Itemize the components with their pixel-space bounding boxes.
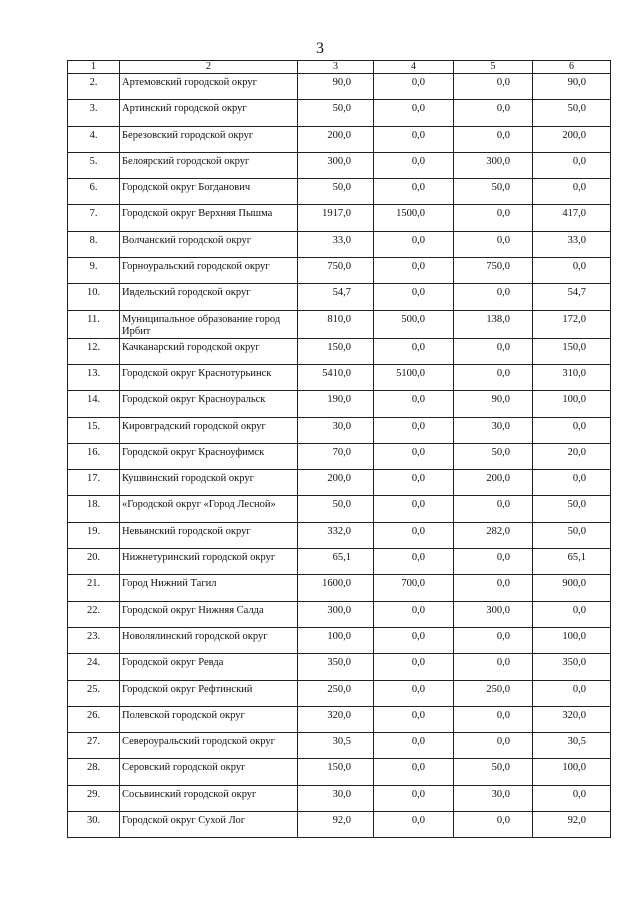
- value-column-5: 0,0: [454, 74, 533, 100]
- table-row: [68, 680, 611, 706]
- value-column-4: 0,0: [374, 391, 454, 417]
- municipality-name: Городской округ Сухой Лог: [120, 812, 298, 838]
- value-column-4: 0,0: [374, 812, 454, 838]
- value-column-6: 65,1: [533, 549, 611, 575]
- total-value: 54,7: [298, 284, 374, 310]
- municipality-name: Серовский городской округ: [120, 759, 298, 785]
- row-number: 14.: [68, 391, 120, 417]
- value-column-5: 0,0: [454, 706, 533, 732]
- total-value: 5410,0: [298, 364, 374, 390]
- table-row: [68, 627, 611, 653]
- total-value: 750,0: [298, 258, 374, 284]
- column-header-6: 6: [533, 61, 611, 74]
- value-column-6: 50,0: [533, 496, 611, 522]
- row-number: 25.: [68, 680, 120, 706]
- value-column-4: 0,0: [374, 627, 454, 653]
- value-column-4: 0,0: [374, 152, 454, 178]
- column-header-4: 4: [374, 61, 454, 74]
- value-column-4: 0,0: [374, 179, 454, 205]
- value-column-6: 0,0: [533, 179, 611, 205]
- value-column-4: 500,0: [374, 310, 454, 338]
- value-column-4: 0,0: [374, 231, 454, 257]
- value-column-5: 0,0: [454, 205, 533, 231]
- total-value: 65,1: [298, 549, 374, 575]
- municipality-name: Нижнетуринский городской округ: [120, 549, 298, 575]
- value-column-5: 50,0: [454, 759, 533, 785]
- total-value: 50,0: [298, 496, 374, 522]
- value-column-5: 0,0: [454, 654, 533, 680]
- value-column-4: 0,0: [374, 470, 454, 496]
- value-column-6: 90,0: [533, 74, 611, 100]
- municipality-name: Городской округ Рефтинский: [120, 680, 298, 706]
- value-column-6: 100,0: [533, 759, 611, 785]
- total-value: 332,0: [298, 522, 374, 548]
- value-column-4: 0,0: [374, 284, 454, 310]
- table-row: [68, 706, 611, 732]
- value-column-4: 0,0: [374, 785, 454, 811]
- value-column-4: 0,0: [374, 759, 454, 785]
- value-column-6: 417,0: [533, 205, 611, 231]
- table-row: [68, 179, 611, 205]
- header-row: [68, 61, 611, 74]
- row-number: 24.: [68, 654, 120, 680]
- value-column-5: 300,0: [454, 152, 533, 178]
- table-row: [68, 310, 611, 338]
- row-number: 13.: [68, 364, 120, 390]
- table-row: [68, 522, 611, 548]
- total-value: 300,0: [298, 152, 374, 178]
- total-value: 150,0: [298, 759, 374, 785]
- total-value: 100,0: [298, 627, 374, 653]
- table-row: [68, 231, 611, 257]
- total-value: 200,0: [298, 126, 374, 152]
- table-row: [68, 654, 611, 680]
- value-column-6: 350,0: [533, 654, 611, 680]
- municipality-name: Городской округ Красноуфимск: [120, 443, 298, 469]
- value-column-6: 320,0: [533, 706, 611, 732]
- row-number: 12.: [68, 338, 120, 364]
- row-number: 15.: [68, 417, 120, 443]
- municipality-name: Полевской городской округ: [120, 706, 298, 732]
- row-number: 18.: [68, 496, 120, 522]
- total-value: 1600,0: [298, 575, 374, 601]
- total-value: 250,0: [298, 680, 374, 706]
- allocation-table: [67, 60, 611, 838]
- total-value: 200,0: [298, 470, 374, 496]
- row-number: 23.: [68, 627, 120, 653]
- municipality-name: Белоярский городской округ: [120, 152, 298, 178]
- value-column-4: 0,0: [374, 338, 454, 364]
- value-column-6: 0,0: [533, 470, 611, 496]
- row-number: 2.: [68, 74, 120, 100]
- table-row: [68, 601, 611, 627]
- table-row: [68, 443, 611, 469]
- value-column-6: 0,0: [533, 258, 611, 284]
- table-row: [68, 549, 611, 575]
- row-number: 29.: [68, 785, 120, 811]
- value-column-4: 0,0: [374, 706, 454, 732]
- row-number: 27.: [68, 733, 120, 759]
- table-row: [68, 575, 611, 601]
- value-column-4: 0,0: [374, 126, 454, 152]
- value-column-4: 0,0: [374, 680, 454, 706]
- row-number: 17.: [68, 470, 120, 496]
- value-column-5: 0,0: [454, 231, 533, 257]
- total-value: 190,0: [298, 391, 374, 417]
- column-header-1: 1: [68, 61, 120, 74]
- value-column-6: 0,0: [533, 152, 611, 178]
- value-column-5: 0,0: [454, 284, 533, 310]
- value-column-5: 0,0: [454, 575, 533, 601]
- table-row: [68, 759, 611, 785]
- municipality-name: Горноуральский городской округ: [120, 258, 298, 284]
- row-number: 10.: [68, 284, 120, 310]
- value-column-4: 700,0: [374, 575, 454, 601]
- table-body: [68, 74, 611, 838]
- municipality-name: Городской округ Краснотурьинск: [120, 364, 298, 390]
- row-number: 6.: [68, 179, 120, 205]
- row-number: 16.: [68, 443, 120, 469]
- value-column-6: 200,0: [533, 126, 611, 152]
- row-number: 20.: [68, 549, 120, 575]
- column-header-2: 2: [120, 61, 298, 74]
- value-column-5: 750,0: [454, 258, 533, 284]
- municipality-name: Городской округ Богданович: [120, 179, 298, 205]
- municipality-name: Новолялинский городской округ: [120, 627, 298, 653]
- value-column-6: 900,0: [533, 575, 611, 601]
- value-column-5: 0,0: [454, 812, 533, 838]
- value-column-6: 50,0: [533, 100, 611, 126]
- value-column-6: 0,0: [533, 785, 611, 811]
- table-row: [68, 470, 611, 496]
- row-number: 9.: [68, 258, 120, 284]
- row-number: 30.: [68, 812, 120, 838]
- table-row: [68, 338, 611, 364]
- total-value: 50,0: [298, 179, 374, 205]
- table-row: [68, 258, 611, 284]
- row-number: 19.: [68, 522, 120, 548]
- value-column-5: 250,0: [454, 680, 533, 706]
- value-column-5: 90,0: [454, 391, 533, 417]
- value-column-4: 0,0: [374, 549, 454, 575]
- total-value: 150,0: [298, 338, 374, 364]
- value-column-6: 310,0: [533, 364, 611, 390]
- value-column-5: 50,0: [454, 443, 533, 469]
- value-column-6: 33,0: [533, 231, 611, 257]
- table-row: [68, 785, 611, 811]
- value-column-4: 0,0: [374, 258, 454, 284]
- total-value: 90,0: [298, 74, 374, 100]
- value-column-6: 92,0: [533, 812, 611, 838]
- column-header-3: 3: [298, 61, 374, 74]
- row-number: 28.: [68, 759, 120, 785]
- total-value: 350,0: [298, 654, 374, 680]
- value-column-4: 5100,0: [374, 364, 454, 390]
- total-value: 1917,0: [298, 205, 374, 231]
- total-value: 50,0: [298, 100, 374, 126]
- municipality-name: Березовский городской округ: [120, 126, 298, 152]
- municipality-name: Североуральский городской округ: [120, 733, 298, 759]
- total-value: 30,0: [298, 417, 374, 443]
- row-number: 22.: [68, 601, 120, 627]
- table-row: [68, 284, 611, 310]
- value-column-6: 172,0: [533, 310, 611, 338]
- row-number: 7.: [68, 205, 120, 231]
- value-column-5: 0,0: [454, 126, 533, 152]
- municipality-name: Городской округ Ревда: [120, 654, 298, 680]
- row-number: 26.: [68, 706, 120, 732]
- table-header: [68, 61, 611, 74]
- value-column-6: 20,0: [533, 443, 611, 469]
- value-column-5: 50,0: [454, 179, 533, 205]
- value-column-6: 100,0: [533, 391, 611, 417]
- table-row: [68, 74, 611, 100]
- table-row: [68, 496, 611, 522]
- row-number: 8.: [68, 231, 120, 257]
- value-column-5: 0,0: [454, 627, 533, 653]
- value-column-5: 30,0: [454, 417, 533, 443]
- municipality-name: Городской округ Красноуральск: [120, 391, 298, 417]
- total-value: 30,5: [298, 733, 374, 759]
- municipality-name: Сосьвинский городской округ: [120, 785, 298, 811]
- municipality-name: Городской округ Верхняя Пышма: [120, 205, 298, 231]
- value-column-6: 0,0: [533, 417, 611, 443]
- total-value: 300,0: [298, 601, 374, 627]
- total-value: 30,0: [298, 785, 374, 811]
- value-column-5: 282,0: [454, 522, 533, 548]
- table-row: [68, 152, 611, 178]
- value-column-5: 0,0: [454, 733, 533, 759]
- value-column-4: 0,0: [374, 443, 454, 469]
- value-column-4: 0,0: [374, 654, 454, 680]
- value-column-5: 0,0: [454, 496, 533, 522]
- municipality-name: Городской округ Нижняя Салда: [120, 601, 298, 627]
- value-column-4: 0,0: [374, 733, 454, 759]
- table-row: [68, 364, 611, 390]
- row-number: 21.: [68, 575, 120, 601]
- municipality-name: Кушвинский городской округ: [120, 470, 298, 496]
- municipality-name: Артинский городской округ: [120, 100, 298, 126]
- table-row: [68, 205, 611, 231]
- municipality-name: «Городской округ «Город Лесной»: [120, 496, 298, 522]
- value-column-4: 0,0: [374, 100, 454, 126]
- column-header-5: 5: [454, 61, 533, 74]
- value-column-4: 0,0: [374, 417, 454, 443]
- table-row: [68, 126, 611, 152]
- value-column-5: 0,0: [454, 100, 533, 126]
- page-number: 3: [316, 40, 324, 57]
- value-column-4: 0,0: [374, 522, 454, 548]
- table-row: [68, 391, 611, 417]
- value-column-6: 0,0: [533, 680, 611, 706]
- value-column-4: 0,0: [374, 496, 454, 522]
- municipality-name: Город Нижний Тагил: [120, 575, 298, 601]
- table-row: [68, 812, 611, 838]
- value-column-6: 54,7: [533, 284, 611, 310]
- value-column-6: 50,0: [533, 522, 611, 548]
- total-value: 810,0: [298, 310, 374, 338]
- value-column-5: 0,0: [454, 338, 533, 364]
- table-row: [68, 733, 611, 759]
- row-number: 5.: [68, 152, 120, 178]
- row-number: 3.: [68, 100, 120, 126]
- value-column-6: 150,0: [533, 338, 611, 364]
- value-column-6: 0,0: [533, 601, 611, 627]
- total-value: 33,0: [298, 231, 374, 257]
- value-column-5: 0,0: [454, 364, 533, 390]
- value-column-4: 0,0: [374, 74, 454, 100]
- table-row: [68, 100, 611, 126]
- value-column-4: 1500,0: [374, 205, 454, 231]
- value-column-6: 100,0: [533, 627, 611, 653]
- municipality-name: Муниципальное образование город Ирбит: [120, 310, 298, 338]
- row-number: 4.: [68, 126, 120, 152]
- value-column-5: 30,0: [454, 785, 533, 811]
- municipality-name: Кировградский городской округ: [120, 417, 298, 443]
- municipality-name: Волчанский городской округ: [120, 231, 298, 257]
- value-column-5: 300,0: [454, 601, 533, 627]
- value-column-6: 30,5: [533, 733, 611, 759]
- value-column-5: 200,0: [454, 470, 533, 496]
- municipality-name: Качканарский городской округ: [120, 338, 298, 364]
- total-value: 70,0: [298, 443, 374, 469]
- value-column-5: 138,0: [454, 310, 533, 338]
- value-column-4: 0,0: [374, 601, 454, 627]
- row-number: 11.: [68, 310, 120, 338]
- total-value: 320,0: [298, 706, 374, 732]
- municipality-name: Ивдельский городской округ: [120, 284, 298, 310]
- value-column-5: 0,0: [454, 549, 533, 575]
- table-row: [68, 417, 611, 443]
- municipality-name: Невьянский городской округ: [120, 522, 298, 548]
- municipality-name: Артемовский городской округ: [120, 74, 298, 100]
- total-value: 92,0: [298, 812, 374, 838]
